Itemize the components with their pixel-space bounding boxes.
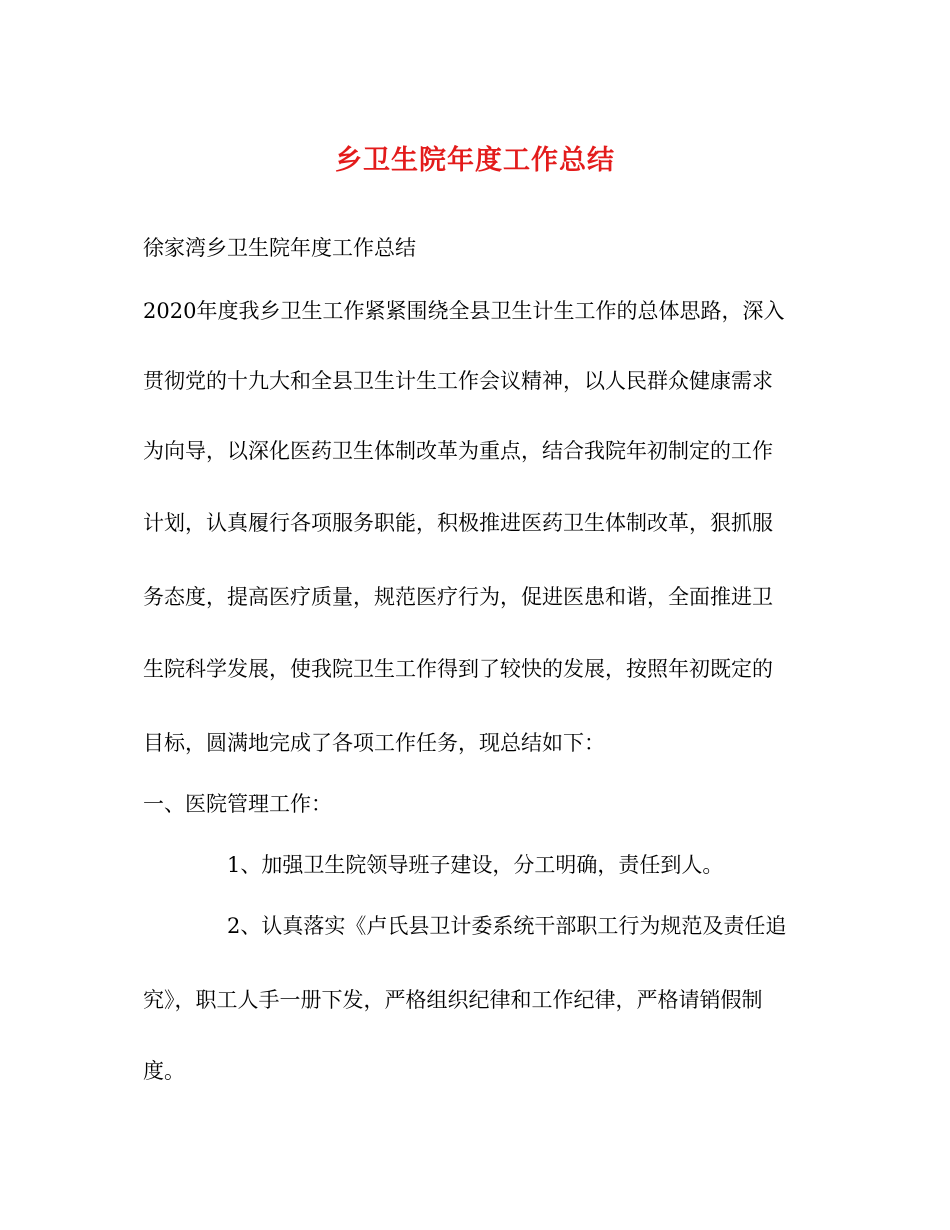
paragraph-line: 生院科学发展，使我院卫生工作得到了较快的发展，按照年初既定的 <box>143 657 773 681</box>
paragraph-line: 目标，圆满地完成了各项工作任务，现总结如下： <box>143 731 605 755</box>
paragraph-line: 贯彻党的十九大和全县卫生计生工作会议精神，以人民群众健康需求 <box>143 369 773 393</box>
list-item: 1、加强卫生院领导班子建设，分工明确，责任到人。 <box>227 853 724 877</box>
document-subtitle: 徐家湾乡卫生院年度工作总结 <box>143 236 416 260</box>
paragraph-line: 为向导，以深化医药卫生体制改革为重点，结合我院年初制定的工作 <box>143 439 773 463</box>
paragraph-line: 计划，认真履行各项服务职能，积极推进医药卫生体制改革，狠抓服 <box>143 511 773 535</box>
paragraph-line: 务态度，提高医疗质量，规范医疗行为，促进医患和谐，全面推进卫 <box>143 585 773 609</box>
paragraph-line: 2020年度我乡卫生工作紧紧围绕全县卫生计生工作的总体思路，深入 <box>143 299 785 323</box>
section-heading: 一、医院管理工作： <box>143 792 332 816</box>
list-item-line: 2、认真落实《卢氏县卫计委系统干部职工行为规范及责任追 <box>227 914 787 938</box>
list-item-line: 究》，职工人手一册下发，严格组织纪律和工作纪律，严格请销假制 <box>143 988 763 1012</box>
document-title: 乡卫生院年度工作总结 <box>335 145 615 176</box>
list-item-line: 度。 <box>143 1059 185 1083</box>
